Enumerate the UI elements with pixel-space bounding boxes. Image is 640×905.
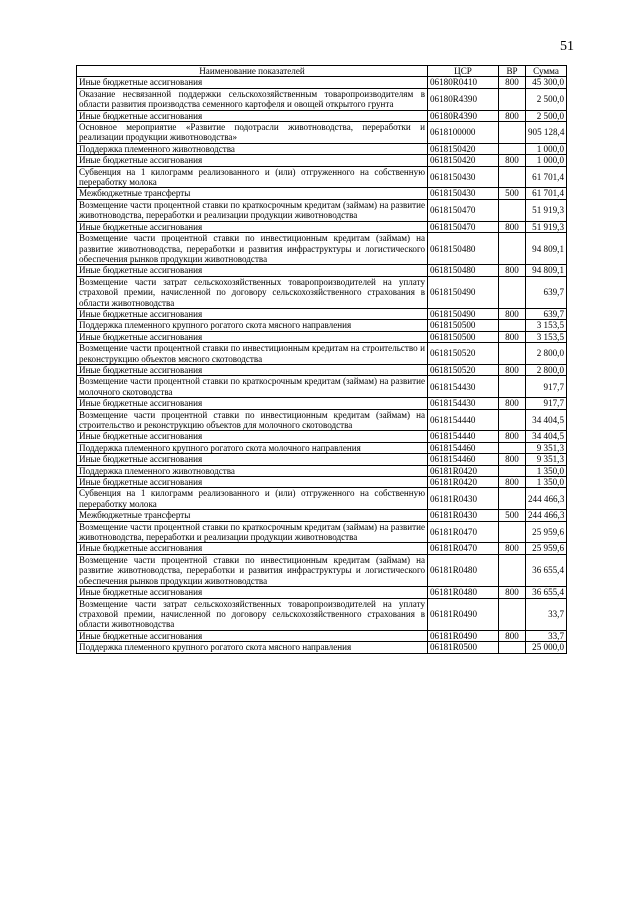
- row-vr-code: 800: [499, 630, 526, 641]
- row-name: Иные бюджетные ассигнования: [77, 543, 428, 554]
- row-csr-code: 0618150520: [428, 364, 499, 375]
- row-name: Возмещение части процентной ставки по инвестиционным кредитам (займам) на развитие животноводства, переработки и развития инфраструктуры и логистического обеспечения рынков продукции животноводства: [77, 554, 428, 586]
- row-csr-code: 0618150420: [428, 143, 499, 154]
- row-name: Возмещение части процентной ставки по инвестиционным кредитам (займам) на строительство и реконструкцию объектов для молочного скотоводства: [77, 409, 428, 431]
- header-vr: ВР: [499, 66, 526, 77]
- table-row: [77, 477, 567, 488]
- row-name: Возмещение части затрат сельскохозяйственных товаропроизводителей на уплату страховой премии, начисленной по договору сельскохозяйственного страхования в области животноводства: [77, 598, 428, 630]
- row-name: Основное мероприятие «Развитие подотрасли животноводства, переработки и реализации продукции животноводства»: [77, 122, 428, 144]
- table-row: [77, 143, 567, 154]
- table-row: [77, 376, 567, 398]
- row-vr-code: 800: [499, 398, 526, 409]
- table-row: [77, 521, 567, 543]
- row-vr-code: 500: [499, 510, 526, 521]
- table-row: [77, 265, 567, 276]
- row-sum: 51 919,3: [526, 199, 567, 221]
- row-csr-code: 0618150470: [428, 221, 499, 232]
- row-sum: 2 800,0: [526, 364, 567, 375]
- row-sum: 33,7: [526, 630, 567, 641]
- table-row: [77, 188, 567, 199]
- row-vr-code: [499, 409, 526, 431]
- row-name: Возмещение части процентной ставки по краткосрочным кредитам (займам) на развитие животноводства, переработки и реализации продукции животноводства: [77, 521, 428, 543]
- row-csr-code: 0618150500: [428, 331, 499, 342]
- row-name: Иные бюджетные ассигнования: [77, 431, 428, 442]
- row-vr-code: [499, 343, 526, 365]
- row-sum: 2 500,0: [526, 110, 567, 121]
- row-csr-code: 06181R0490: [428, 630, 499, 641]
- row-vr-code: 800: [499, 587, 526, 598]
- row-sum: 94 809,1: [526, 233, 567, 265]
- row-sum: 3 153,5: [526, 320, 567, 331]
- row-vr-code: [499, 276, 526, 308]
- row-csr-code: 0618150500: [428, 320, 499, 331]
- table-row: [77, 630, 567, 641]
- row-vr-code: [499, 166, 526, 188]
- row-vr-code: [499, 642, 526, 653]
- row-vr-code: 800: [499, 221, 526, 232]
- row-sum: 34 404,5: [526, 431, 567, 442]
- row-csr-code: 0618150480: [428, 233, 499, 265]
- row-name: Субвенция на 1 килограмм реализованного и (или) отгруженного на собственную переработку молока: [77, 166, 428, 188]
- row-name: Иные бюджетные ассигнования: [77, 331, 428, 342]
- table-row: [77, 488, 567, 510]
- row-name: Иные бюджетные ассигнования: [77, 364, 428, 375]
- row-sum: 917,7: [526, 398, 567, 409]
- table-row: [77, 642, 567, 653]
- header-sum: Сумма: [526, 66, 567, 77]
- row-csr-code: 06181R0470: [428, 521, 499, 543]
- row-csr-code: 0618150480: [428, 265, 499, 276]
- table-row: [77, 510, 567, 521]
- table-row: [77, 166, 567, 188]
- row-sum: 61 701,4: [526, 188, 567, 199]
- row-name: Межбюджетные трансферты: [77, 188, 428, 199]
- row-sum: 244 466,3: [526, 510, 567, 521]
- table-row: [77, 442, 567, 453]
- row-csr-code: 06181R0430: [428, 510, 499, 521]
- table-header-row: [77, 66, 567, 77]
- row-name: Иные бюджетные ассигнования: [77, 587, 428, 598]
- table-row: [77, 308, 567, 319]
- row-sum: 244 466,3: [526, 488, 567, 510]
- row-csr-code: 0618150430: [428, 166, 499, 188]
- row-vr-code: [499, 143, 526, 154]
- row-name: Поддержка племенного животноводства: [77, 143, 428, 154]
- row-vr-code: [499, 199, 526, 221]
- row-name: Возмещение части процентной ставки по инвестиционным кредитам (займам) на развитие животноводства, переработки и развития инфраструктуры и логистического обеспечения рынков продукции животноводства: [77, 233, 428, 265]
- row-csr-code: 0618150520: [428, 343, 499, 365]
- table-row: [77, 343, 567, 365]
- row-vr-code: [499, 521, 526, 543]
- row-csr-code: 06181R0500: [428, 642, 499, 653]
- row-csr-code: 0618150490: [428, 308, 499, 319]
- table-row: [77, 398, 567, 409]
- row-sum: 34 404,5: [526, 409, 567, 431]
- row-name: Оказание несвязанной поддержки сельскохозяйственным товаропроизводителям в области развития производства семенного картофеля и овощей открытого грунта: [77, 88, 428, 110]
- row-sum: 25 959,6: [526, 543, 567, 554]
- row-sum: 33,7: [526, 598, 567, 630]
- row-sum: 36 655,4: [526, 587, 567, 598]
- row-vr-code: [499, 442, 526, 453]
- row-name: Возмещение части процентной ставки по краткосрочным кредитам (займам) на развитие молочного скотоводства: [77, 376, 428, 398]
- row-csr-code: 0618154460: [428, 442, 499, 453]
- row-vr-code: [499, 376, 526, 398]
- row-name: Иные бюджетные ассигнования: [77, 398, 428, 409]
- row-csr-code: 06181R0490: [428, 598, 499, 630]
- table-row: [77, 543, 567, 554]
- row-name: Иные бюджетные ассигнования: [77, 454, 428, 465]
- table-row: [77, 364, 567, 375]
- row-name: Иные бюджетные ассигнования: [77, 221, 428, 232]
- row-vr-code: [499, 88, 526, 110]
- row-vr-code: 800: [499, 454, 526, 465]
- row-sum: 51 919,3: [526, 221, 567, 232]
- row-csr-code: 0618150490: [428, 276, 499, 308]
- row-vr-code: 800: [499, 110, 526, 121]
- row-csr-code: 0618154430: [428, 376, 499, 398]
- row-name: Поддержка племенного крупного рогатого скота мясного направления: [77, 320, 428, 331]
- page-number: 51: [560, 39, 574, 54]
- row-sum: 639,7: [526, 276, 567, 308]
- row-vr-code: 800: [499, 543, 526, 554]
- table-row: [77, 454, 567, 465]
- table-row: [77, 331, 567, 342]
- row-sum: 1 350,0: [526, 477, 567, 488]
- row-name: Иные бюджетные ассигнования: [77, 308, 428, 319]
- row-name: Субвенция на 1 килограмм реализованного и (или) отгруженного на собственную переработку молока: [77, 488, 428, 510]
- table-row: [77, 199, 567, 221]
- table-row: [77, 587, 567, 598]
- row-sum: 1 350,0: [526, 465, 567, 476]
- row-vr-code: 800: [499, 431, 526, 442]
- row-name: Возмещение части затрат сельскохозяйственных товаропроизводителей на уплату страховой премии, начисленной по договору сельскохозяйственного страхования в области животноводства: [77, 276, 428, 308]
- row-csr-code: 0618150430: [428, 188, 499, 199]
- row-vr-code: [499, 598, 526, 630]
- row-name: Иные бюджетные ассигнования: [77, 477, 428, 488]
- row-sum: 639,7: [526, 308, 567, 319]
- row-vr-code: [499, 465, 526, 476]
- table-row: [77, 155, 567, 166]
- row-name: Иные бюджетные ассигнования: [77, 155, 428, 166]
- row-name: Возмещение части процентной ставки по краткосрочным кредитам (займам) на развитие животноводства, переработки и реализации продукции животноводства: [77, 199, 428, 221]
- row-csr-code: 06180R4390: [428, 88, 499, 110]
- budget-table: [76, 65, 567, 654]
- row-vr-code: [499, 320, 526, 331]
- header-name: Наименование показателей: [77, 66, 428, 77]
- row-csr-code: 06181R0480: [428, 554, 499, 586]
- row-name: Иные бюджетные ассигнования: [77, 110, 428, 121]
- table-row: [77, 88, 567, 110]
- row-csr-code: 06181R0470: [428, 543, 499, 554]
- row-sum: 917,7: [526, 376, 567, 398]
- row-sum: 45 300,0: [526, 77, 567, 88]
- row-sum: 2 500,0: [526, 88, 567, 110]
- row-sum: 61 701,4: [526, 166, 567, 188]
- table-row: [77, 598, 567, 630]
- row-sum: 94 809,1: [526, 265, 567, 276]
- row-name: Иные бюджетные ассигнования: [77, 265, 428, 276]
- row-sum: 25 959,6: [526, 521, 567, 543]
- row-name: Иные бюджетные ассигнования: [77, 77, 428, 88]
- row-csr-code: 06181R0430: [428, 488, 499, 510]
- table-row: [77, 554, 567, 586]
- row-sum: 36 655,4: [526, 554, 567, 586]
- row-csr-code: 06181R0480: [428, 587, 499, 598]
- row-vr-code: [499, 233, 526, 265]
- row-vr-code: 800: [499, 364, 526, 375]
- row-sum: 905 128,4: [526, 122, 567, 144]
- row-vr-code: 800: [499, 265, 526, 276]
- row-name: Возмещение части процентной ставки по инвестиционным кредитам на строительство и реконструкцию объектов мясного скотоводства: [77, 343, 428, 365]
- table-row: [77, 320, 567, 331]
- row-csr-code: 0618154440: [428, 431, 499, 442]
- table-row: [77, 77, 567, 88]
- row-csr-code: 0618150470: [428, 199, 499, 221]
- table-row: [77, 110, 567, 121]
- row-csr-code: 06181R0420: [428, 477, 499, 488]
- row-csr-code: 0618100000: [428, 122, 499, 144]
- row-vr-code: [499, 122, 526, 144]
- row-name: Поддержка племенного животноводства: [77, 465, 428, 476]
- row-vr-code: [499, 554, 526, 586]
- row-sum: 9 351,3: [526, 442, 567, 453]
- row-vr-code: 500: [499, 188, 526, 199]
- row-vr-code: 800: [499, 77, 526, 88]
- row-sum: 9 351,3: [526, 454, 567, 465]
- row-sum: 25 000,0: [526, 642, 567, 653]
- row-vr-code: 800: [499, 331, 526, 342]
- row-sum: 3 153,5: [526, 331, 567, 342]
- row-vr-code: 800: [499, 155, 526, 166]
- row-csr-code: 06181R0420: [428, 465, 499, 476]
- row-name: Поддержка племенного крупного рогатого скота молочного направления: [77, 442, 428, 453]
- row-csr-code: 0618154440: [428, 409, 499, 431]
- table-row: [77, 276, 567, 308]
- row-csr-code: 0618154460: [428, 454, 499, 465]
- table-row: [77, 122, 567, 144]
- table-row: [77, 431, 567, 442]
- row-sum: 1 000,0: [526, 155, 567, 166]
- row-vr-code: 800: [499, 477, 526, 488]
- row-sum: 2 800,0: [526, 343, 567, 365]
- row-vr-code: 800: [499, 308, 526, 319]
- header-csr: ЦСР: [428, 66, 499, 77]
- row-name: Межбюджетные трансферты: [77, 510, 428, 521]
- row-csr-code: 0618150420: [428, 155, 499, 166]
- row-vr-code: [499, 488, 526, 510]
- table-row: [77, 409, 567, 431]
- table-row: [77, 221, 567, 232]
- table-row: [77, 465, 567, 476]
- row-csr-code: 06180R4390: [428, 110, 499, 121]
- row-sum: 1 000,0: [526, 143, 567, 154]
- row-csr-code: 06180R0410: [428, 77, 499, 88]
- row-name: Поддержка племенного крупного рогатого скота мясного направления: [77, 642, 428, 653]
- row-name: Иные бюджетные ассигнования: [77, 630, 428, 641]
- row-csr-code: 0618154430: [428, 398, 499, 409]
- table-row: [77, 233, 567, 265]
